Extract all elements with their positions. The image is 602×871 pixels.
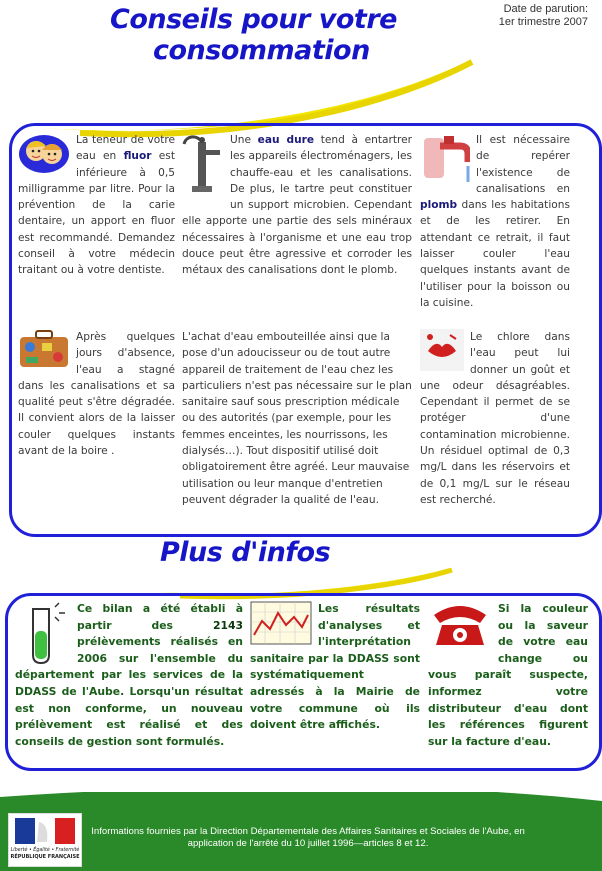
chlore-section [420, 329, 570, 508]
logo-motto: Liberté • Égalité • Fraternité [10, 848, 80, 853]
publication-date [499, 3, 588, 29]
absence-section [18, 329, 175, 459]
fluor-section [18, 132, 175, 279]
plomb-text-after: dans les habitations et de les retirer. En attendant ce retrait, il faut laisser couler l'eau quelques instants avant de l'utiliser pour la boisson ou la cuisine. [420, 199, 570, 309]
republique-logo [8, 813, 82, 867]
eau-dure-section [182, 132, 412, 279]
fluor-text-after: est inférieure à 0,5 milligramme par litre. Pour la prévention de la carie dentaire, un apport en fluor est recommandé. Demandez conseil à votre médecin traitant ou à votre dentiste. [18, 150, 175, 277]
footer-white-curve [0, 775, 602, 815]
footer-text: Informations fournies par la Direction Départementale des Affaires Sanitaires et Sociales de l'Aube, en application de l'arrêté du 10 juillet 1996—articles 8 et 12. [91, 826, 525, 849]
resultats-text: Les résultats d'analyses et l'interprétation sanitaire par la DDASS sont systématiquement adressés à la Mairie de votre commune où ils doivent être affichés. [250, 602, 420, 732]
test-tube-icon [15, 601, 71, 665]
plomb-text-before: Il est nécessaire de repérer l'existence de canalisations en [476, 134, 570, 195]
telephone-icon [428, 601, 492, 649]
fluor-keyword: fluor [123, 150, 152, 163]
durete-text-after: tend à entartrer les appareils électroménagers, les chauffe-eau et les canalisations. De plus, le tartre peut constituer un support microbien. Cependant elle apporte une partie des sels minéraux nécessaires à l'organisme et une eau trop douce peut être agressive et corroder les métaux des canalisations dont le plomb. [182, 134, 412, 277]
infos-title: Plus d'infos [160, 537, 331, 568]
chlore-text: Le chlore dans l'eau peut lui donner un goût et une odeur désagréables. Cependant il permet de se protéger d'une contamination microbienne. Un résiduel optimal de 0,3 mg/L dans les réservoirs et de 0,1 mg/L sur le réseau est recherché. [420, 331, 570, 506]
plomb-section [420, 132, 570, 311]
plomb-keyword: plomb [420, 199, 458, 212]
bilan-section [15, 601, 243, 750]
fluor-text-before: La teneur de votre eau en [76, 134, 175, 163]
logo-country: RÉPUBLIQUE FRANÇAISE [10, 854, 80, 860]
couleur-section [428, 601, 588, 750]
children-icon [18, 132, 70, 174]
faucet-icon [420, 132, 470, 184]
couleur-text: Si la couleur ou la saveur de votre eau change ou vous paraît suspecte, informez votre distributeur d'eau dont les références figurent sur la facture d'eau. [428, 602, 588, 748]
marianne-flag-icon [9, 814, 81, 848]
bilan-text-after: prélèvements réalisés en 2006 sur l'ensemble du département par les services de la DDASS de l'Aube. Lorsqu'un résultat est non conforme, un nouveau prélèvement est réalisé et des conseils de gestion sont formulés. [15, 635, 243, 748]
resultats-section [250, 601, 420, 734]
bouteille-text: L'achat d'eau embouteillée ainsi que la pose d'un adoucisseur ou de tout autre appareil de traitement de l'eau chez les particuliers n'est pas nécessaire sur le plan sanitaire sauf sous prescription médicale ou des autorités (par exemple, pour les femmes enceintes, les nourrissons, les dialysés…). Tout dispositif utilisé doit obligatoirement être agréé. Leur mauvaise utilisation ou leur manque d'entretien peuvent dégrader la qualité de l'eau. [182, 331, 412, 506]
date-value: 1er trimestre 2007 [498, 16, 588, 28]
date-label: Date de parution: [503, 3, 588, 15]
suitcase-icon [18, 329, 70, 369]
durete-text-before: Une [230, 134, 258, 146]
lips-icon [420, 329, 464, 371]
durete-keyword: eau dure [257, 134, 315, 146]
water-pump-icon [182, 132, 224, 196]
bilan-count: 2143 [212, 618, 243, 632]
bilan-text-before: Ce bilan a été établi à partir des [77, 602, 243, 632]
bouteille-section [182, 329, 412, 508]
chart-icon [250, 601, 312, 645]
absence-text: Après quelques jours d'absence, l'eau a stagné dans les canalisations et sa qualité peut s'être dégradée. Il convient alors de la laisser couler quelques instants avant de la boire . [18, 331, 175, 458]
title-line2: consommation [153, 35, 370, 66]
title-line1: Conseils pour votre [110, 4, 397, 35]
